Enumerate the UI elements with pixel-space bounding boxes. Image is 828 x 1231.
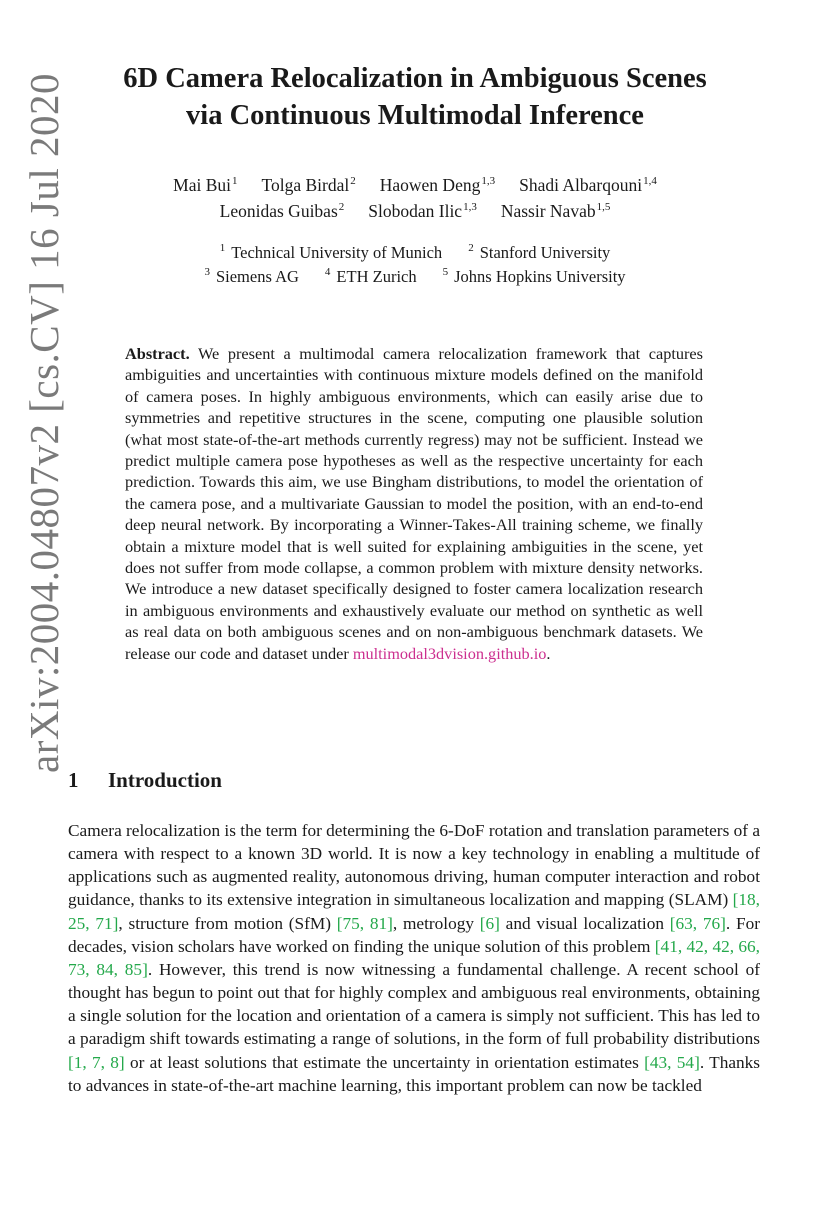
abstract-text: We present a multimodal camera relocalization framework that captures ambiguities and uncertainties with continuous mixture models defined on the manifold of camera poses. In highly ambiguous environments, which can easily arise due to symmetries and repetitive structures in the scene, computing one plausible solution (what most state-of-the-art methods currently regress) may not be sufficient. Instead we predict multiple camera pose hypotheses as well as the respective uncertainty for each prediction. Towards this aim, we use Bingham distributions, to model the orientation of the camera pose, and a multivariate Gaussian to model the position, with an end-to-end deep neural network. By incorporating a Winner-Takes-All training scheme, we finally obtain a mixture model that is well suited for explaining ambiguities in the scene, yet does not suffer from mode collapse, a common problem with mixture density networks. We introduce a new dataset specifically designed to foster camera localization research in ambiguous environments and exhaustively evaluate our method on synthetic as well as real data on both ambiguous scenes and on non-ambiguous benchmark datasets. We release our code and dataset under bbox=[125, 344, 703, 663]
affiliation: $^2$ Stanford University bbox=[468, 242, 611, 262]
citation-link[interactable]: [6] bbox=[479, 913, 500, 933]
section-title: Introduction bbox=[108, 768, 222, 792]
intro-paragraph: Camera relocalization is the term for determining the 6-DoF rotation and translation parameters of a camera with respect to a known 3D world. It is now a key technology in enabling a multitude of applications such as augmented reality, autonomous driving, human computer interaction and robot guidance, thanks to its extensive integration in simultaneous localization and mapping (SLAM) [18, 25, 71], structure from motion (SfM) [75, 81], metrology [6] and visual localization [63, 76]. For decades, vision scholars have worked on finding the unique solution of this problem [41, 42, 42, 66, 73, 84, 85]. However, this trend is now witnessing a fundamental challenge. A recent school of thought has begun to point out that for highly complex and ambiguous real environments, obtaining a single solution for the location and orientation of a camera is simply not sufficient. This has led to a paradigm shift towards estimating a range of solutions, in the form of full probability distributions [1, 7, 8] or at least solutions that estimate the uncertainty in orientation estimates [43, 54]. Thanks to advances in state-of-the-art machine learning, this important problem can now be tackled bbox=[68, 821, 761, 1095]
author-row-2 bbox=[70, 198, 760, 224]
author: Tolga Birdal$^2$ bbox=[261, 175, 356, 195]
arxiv-sidebar bbox=[12, 72, 76, 774]
section-number: 1 bbox=[68, 768, 79, 792]
citation-link[interactable]: [63, 76] bbox=[669, 913, 726, 933]
title-line-1: 6D Camera Relocalization in Ambiguous Scenes bbox=[123, 63, 707, 94]
author: Slobodan Ilic$^{1,3}$ bbox=[368, 201, 477, 221]
title-line-2: via Continuous Multimodal Inference bbox=[186, 100, 644, 131]
citation-link[interactable]: [43, 54] bbox=[644, 1052, 700, 1072]
author-list bbox=[70, 172, 760, 224]
affiliation-list bbox=[70, 241, 760, 289]
affiliation: $^4$ ETH Zurich bbox=[324, 266, 417, 286]
arxiv-identifier: arXiv:2004.04807v2 [cs.CV] 16 Jul 2020 bbox=[21, 72, 68, 774]
citation-link[interactable]: [18, 25, 71] bbox=[68, 890, 760, 933]
affiliation: $^1$ Technical University of Munich bbox=[219, 242, 443, 262]
abstract bbox=[125, 343, 703, 664]
author: Shadi Albarqouni$^{1,4}$ bbox=[519, 175, 657, 195]
author: Haowen Deng$^{1,3}$ bbox=[379, 175, 496, 195]
citation-link[interactable]: [75, 81] bbox=[336, 913, 393, 933]
affiliation-row-1 bbox=[70, 241, 760, 265]
project-link[interactable]: multimodal3dvision.github.io bbox=[352, 643, 547, 663]
paper-title bbox=[70, 60, 760, 134]
abstract-end: . bbox=[546, 643, 551, 663]
author-row-1 bbox=[70, 172, 760, 198]
affiliation-row-2 bbox=[70, 265, 760, 289]
author: Nassir Navab$^{1,5}$ bbox=[500, 201, 611, 221]
abstract-label: Abstract. bbox=[125, 344, 190, 363]
citation-link[interactable]: [41, 42, 42, 66, 73, 84, 85] bbox=[68, 936, 760, 979]
citation-link[interactable]: [1, 7, 8] bbox=[68, 1052, 125, 1072]
affiliation: $^3$ Siemens AG bbox=[204, 266, 299, 286]
section-heading bbox=[68, 768, 222, 793]
author: Mai Bui$^1$ bbox=[173, 175, 238, 195]
author: Leonidas Guibas$^2$ bbox=[219, 201, 345, 221]
affiliation: $^5$ Johns Hopkins University bbox=[442, 266, 626, 286]
